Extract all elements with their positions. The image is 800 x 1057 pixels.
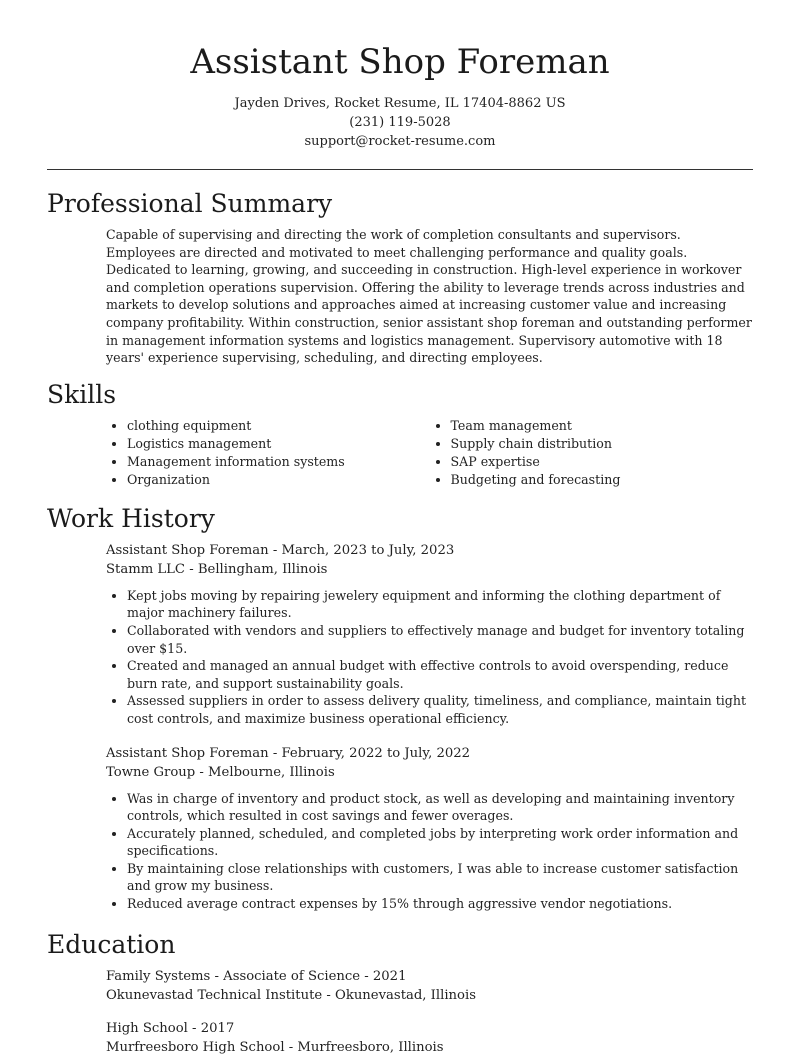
skills-section [47, 379, 753, 489]
skill-item: • Supply chain distribution [451, 435, 754, 453]
education-entry [106, 1019, 753, 1057]
skill-item: • Organization [127, 471, 430, 489]
duty-item: • Kept jobs moving by repairing jewelery equipment and informing the clothing department of major machinery failures. [127, 587, 753, 622]
education-degree: Family Systems - Associate of Science - 2021 [106, 968, 407, 984]
duty-item: • Was in charge of inventory and product stock, as well as developing and maintaining inventory controls, which resulted in cost savings and fewer overages. [127, 790, 753, 825]
education-school: Okunevastad Technical Institute - Okunevastad, Illinois [106, 987, 476, 1003]
job-heading: Assistant Shop Foreman - March, 2023 to July, 2023 [106, 542, 455, 558]
skill-item: • Management information systems [127, 453, 430, 471]
work-history-section [47, 503, 753, 913]
skill-item: • SAP expertise [451, 453, 754, 471]
skills-list-left [106, 417, 430, 489]
summary-text: Capable of supervising and directing the work of completion consultants and supervisors. Employees are directed and motivated to meet challenging performance and quality goals. Dedicated to learning, growing, and succeeding in construction. High-level experience in workover and completion operations supervision. Offering the ability to leverage trends across industries and markets to develop solutions and approaches aimed at increasing customer value and increasing company profitability. Within construction, senior assistant shop foreman and outstanding performer in management information systems and logistics management. Supervisory automotive with 18 years' experience supervising, scheduling, and directing employees. [106, 227, 752, 366]
contact-phone: (231) 119-5028 [349, 115, 451, 130]
skill-item: • Logistics management [127, 435, 430, 453]
education-entry [106, 967, 753, 1005]
skills-title: Skills [47, 379, 117, 409]
skill-item: • Budgeting and forecasting [451, 471, 754, 489]
education-section [47, 929, 753, 1057]
job-entry [106, 541, 753, 728]
contact-email: support@rocket-resume.com [304, 134, 496, 149]
job-entry [106, 744, 753, 913]
job-company: Towne Group - Melbourne, Illinois [106, 764, 335, 780]
skill-item: • Team management [451, 417, 754, 435]
job-company: Stamm LLC - Bellingham, Illinois [106, 561, 328, 577]
duty-item: • Reduced average contract expenses by 15% through aggressive vendor negotiations. [127, 895, 753, 913]
duty-item: • Accurately planned, scheduled, and completed jobs by interpreting work order information and specifications. [127, 825, 753, 860]
job-heading: Assistant Shop Foreman - February, 2022 to July, 2022 [106, 745, 471, 761]
summary-title: Professional Summary [47, 189, 333, 218]
duty-item: • By maintaining close relationships with customers, I was able to increase customer satisfaction and grow my business. [127, 860, 753, 895]
education-title: Education [47, 929, 176, 959]
job-duties [106, 790, 753, 913]
candidate-name: Assistant Shop Foreman [190, 42, 610, 82]
duty-item: • Collaborated with vendors and suppliers to effectively manage and budget for inventory totaling over $15. [127, 622, 753, 657]
work-history-title: Work History [47, 503, 215, 533]
skills-list-right [430, 417, 754, 489]
resume-header [0, 0, 800, 151]
skill-item: • clothing equipment [127, 417, 430, 435]
contact-address: Jayden Drives, Rocket Resume, IL 17404-8862 US [234, 96, 566, 111]
duty-item: • Assessed suppliers in order to assess delivery quality, timeliness, and compliance, maintain tight cost controls, and maximize business operational efficiency. [127, 692, 753, 727]
job-duties [106, 587, 753, 728]
header-divider [47, 169, 753, 170]
education-degree: High School - 2017 [106, 1020, 235, 1036]
summary-section [47, 188, 753, 367]
duty-item: • Created and managed an annual budget with effective controls to avoid overspending, reduce burn rate, and support sustainability goals. [127, 657, 753, 692]
education-school: Murfreesboro High School - Murfreesboro, Illinois [106, 1039, 444, 1055]
